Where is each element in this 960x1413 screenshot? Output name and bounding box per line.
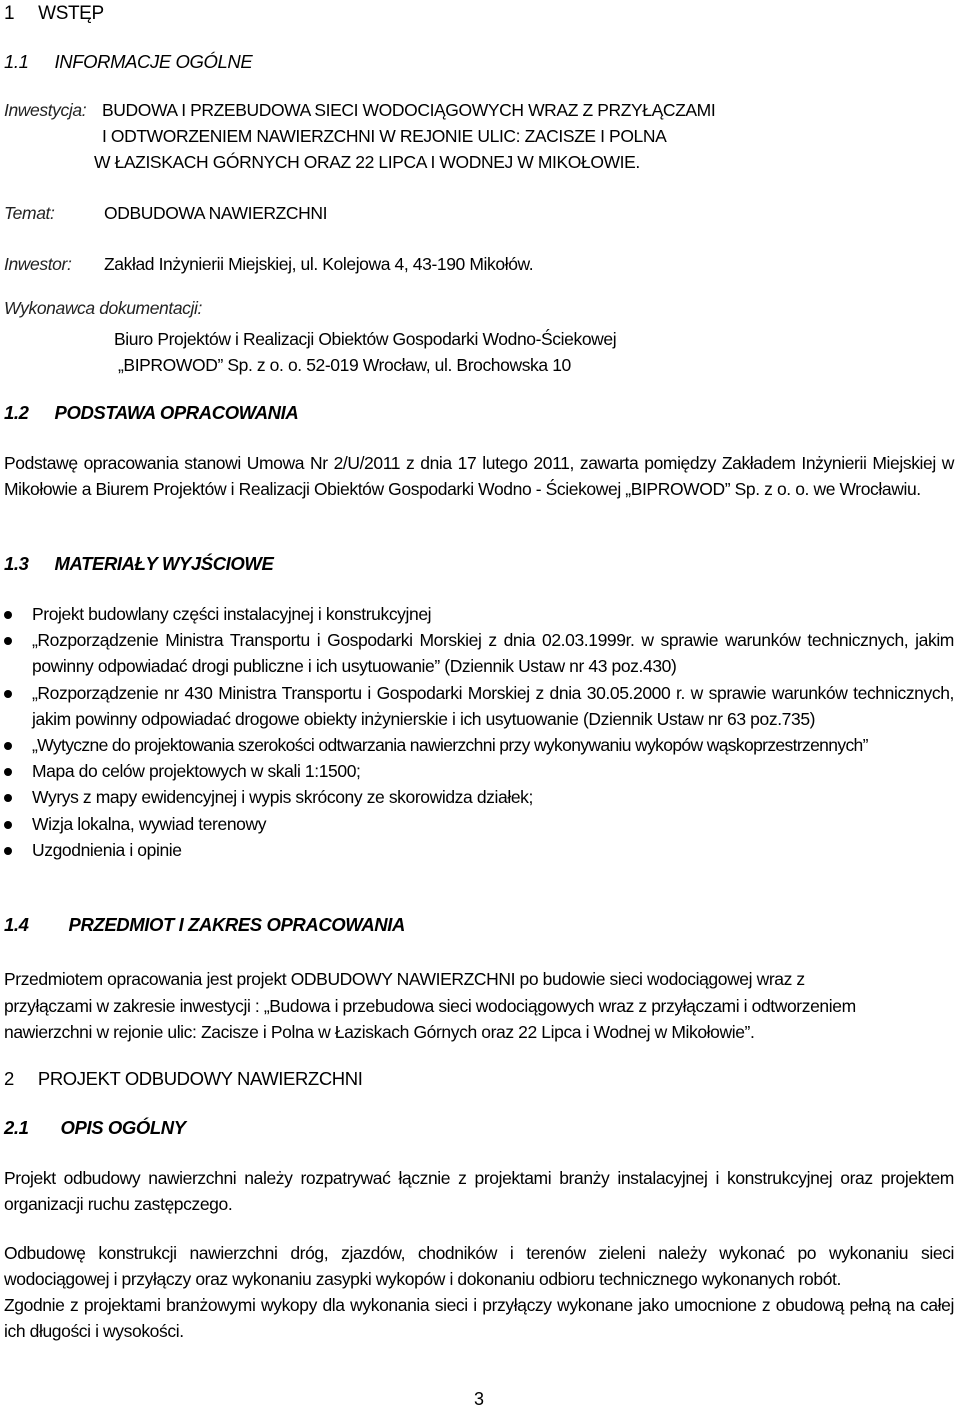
heading-title: OPIS OGÓLNY <box>60 1117 186 1138</box>
list-item: Projekt budowlany części instalacyjnej i konstrukcyjnej <box>4 601 954 627</box>
heading-number: 1 <box>4 3 15 24</box>
materials-list <box>4 601 954 863</box>
list-item: Mapa do celów projektowych w skali 1:1500; <box>4 758 954 784</box>
investor-label: Inwestor: <box>4 254 72 274</box>
heading-section-1 <box>4 0 104 29</box>
contractor-line: Biuro Projektów i Realizacji Obiektów Gospodarki Wodno-Ściekowej <box>114 329 617 349</box>
list-item: „Rozporządzenie Ministra Transportu i Gospodarki Morskiej z dnia 02.03.1999r. w sprawie warunków technicznych, jakim powinny odpowiadać drogi publiczne i ich usytuowanie” (Dziennik Ustaw nr 43 poz.430) <box>4 627 954 679</box>
heading-title: PROJEKT ODBUDOWY NAWIERZCHNI <box>37 1068 363 1089</box>
list-item: Uzgodnienia i opinie <box>4 837 954 863</box>
bullet-icon <box>4 768 12 776</box>
heading-number: 1.4 <box>4 914 29 935</box>
general-paragraph-2: Odbudowę konstrukcji nawierzchni dróg, zjazdów, chodników i terenów zieleni należy wykonać po wykonaniu sieci wodociągowej i przyłączy oraz wykonaniu zasypki wykopów i dokonaniu odbioru technicznego wykonanych robót. <box>4 1243 954 1289</box>
heading-number: 1.3 <box>4 553 29 574</box>
heading-title: MATERIAŁY WYJŚCIOWE <box>54 553 274 574</box>
heading-title: PRZEDMIOT I ZAKRES OPRACOWANIA <box>68 914 405 935</box>
investment-value <box>94 97 716 175</box>
bullet-icon <box>4 847 12 855</box>
investment-line: BUDOWA I PRZEBUDOWA SIECI WODOCIĄGOWYCH WRAZ Z PRZYŁĄCZAMI <box>102 100 716 120</box>
heading-section-1-1 <box>4 48 252 76</box>
heading-number: 2.1 <box>4 1117 29 1138</box>
bullet-icon <box>4 794 12 802</box>
general-paragraph-1: Projekt odbudowy nawierzchni należy rozpatrywać łącznie z projektami branży instalacyjnej i konstrukcyjnej oraz projektem organizacji ruchu zastępczego. <box>4 1168 954 1214</box>
heading-section-2-1 <box>4 1114 186 1142</box>
heading-section-1-2 <box>4 399 298 427</box>
contractor-value <box>114 326 616 378</box>
bullet-icon <box>4 611 12 619</box>
heading-number: 1.2 <box>4 402 29 423</box>
bullet-icon <box>4 637 12 645</box>
heading-number: 2 <box>4 1068 14 1089</box>
heading-section-2 <box>4 1065 362 1093</box>
bullet-icon <box>4 821 12 829</box>
heading-section-1-3 <box>4 550 273 578</box>
bullet-icon <box>4 742 12 750</box>
contractor-line: „BIPROWOD” Sp. z o. o. 52-019 Wrocław, ul. Brochowska 10 <box>118 355 571 375</box>
subject-paragraph <box>4 966 954 1046</box>
investor-value: Zakład Inżynierii Miejskiej, ul. Kolejowa 4, 43-190 Mikołów. <box>104 254 534 274</box>
heading-title: PODSTAWA OPRACOWANIA <box>54 402 299 423</box>
topic-label: Temat: <box>4 203 55 223</box>
subject-line: przyłączami w zakresie inwestycji : „Budowa i przebudowa sieci wodociągowych wraz z przyłączami i odtworzeniem <box>4 995 856 1016</box>
list-item: „Wytyczne do projektowania szerokości odtwarzania nawierzchni przy wykonywaniu wykopów wąskoprzestrzennych” <box>4 732 954 758</box>
heading-title: INFORMACJE OGÓLNE <box>54 51 253 72</box>
heading-number: 1.1 <box>4 51 29 72</box>
list-item: Wizja lokalna, wywiad terenowy <box>4 811 954 837</box>
investment-line: W ŁAZISKACH GÓRNYCH ORAZ 22 LIPCA I WODNEJ W MIKOŁOWIE. <box>94 152 640 172</box>
page-number: 3 <box>474 1389 484 1409</box>
bullet-icon <box>4 690 12 698</box>
basis-paragraph: Podstawę opracowania stanowi Umowa Nr 2/U/2011 z dnia 17 lutego 2011, zawarta pomiędzy Zakładem Inżynierii Miejskiej w Mikołowie a Biurem Projektów i Realizacji Obiektów Gospodarki Wodno - Ściekowej „BIPROWOD” Sp. z o. o. we Wrocławiu. <box>4 453 954 499</box>
investment-line: I ODTWORZENIEM NAWIERZCHNI W REJONIE ULIC: ZACISZE I POLNA <box>102 126 667 146</box>
contractor-label: Wykonawca dokumentacji: <box>4 298 202 318</box>
list-item: Wyrys z mapy ewidencyjnej i wypis skrócony ze skorowidza działek; <box>4 784 954 810</box>
subject-line: nawierzchni w rejonie ulic: Zacisze i Polna w Łaziskach Górnych oraz 22 Lipca i Wodnej w Mikołowie”. <box>4 1022 755 1042</box>
topic-value: ODBUDOWA NAWIERZCHNI <box>104 203 328 223</box>
investment-label: Inwestycja: <box>4 100 87 120</box>
list-item: „Rozporządzenie nr 430 Ministra Transportu i Gospodarki Morskiej z dnia 30.05.2000 r. w sprawie warunków technicznych, jakim powinny odpowiadać drogowe obiekty inżynierskie i ich usytuowanie (Dziennik Ustaw nr 63 poz.735) <box>4 680 954 732</box>
general-paragraph-3: Zgodnie z projektami branżowymi wykopy dla wykonania sieci i przyłączy wykonane jako umocnione z obudową pełną na całej ich długości i wysokości. <box>4 1295 954 1341</box>
heading-section-1-4 <box>4 911 405 939</box>
heading-title: WSTĘP <box>38 3 104 24</box>
subject-line: Przedmiotem opracowania jest projekt ODBUDOWY NAWIERZCHNI po budowie sieci wodociągowej wraz z <box>4 969 805 989</box>
